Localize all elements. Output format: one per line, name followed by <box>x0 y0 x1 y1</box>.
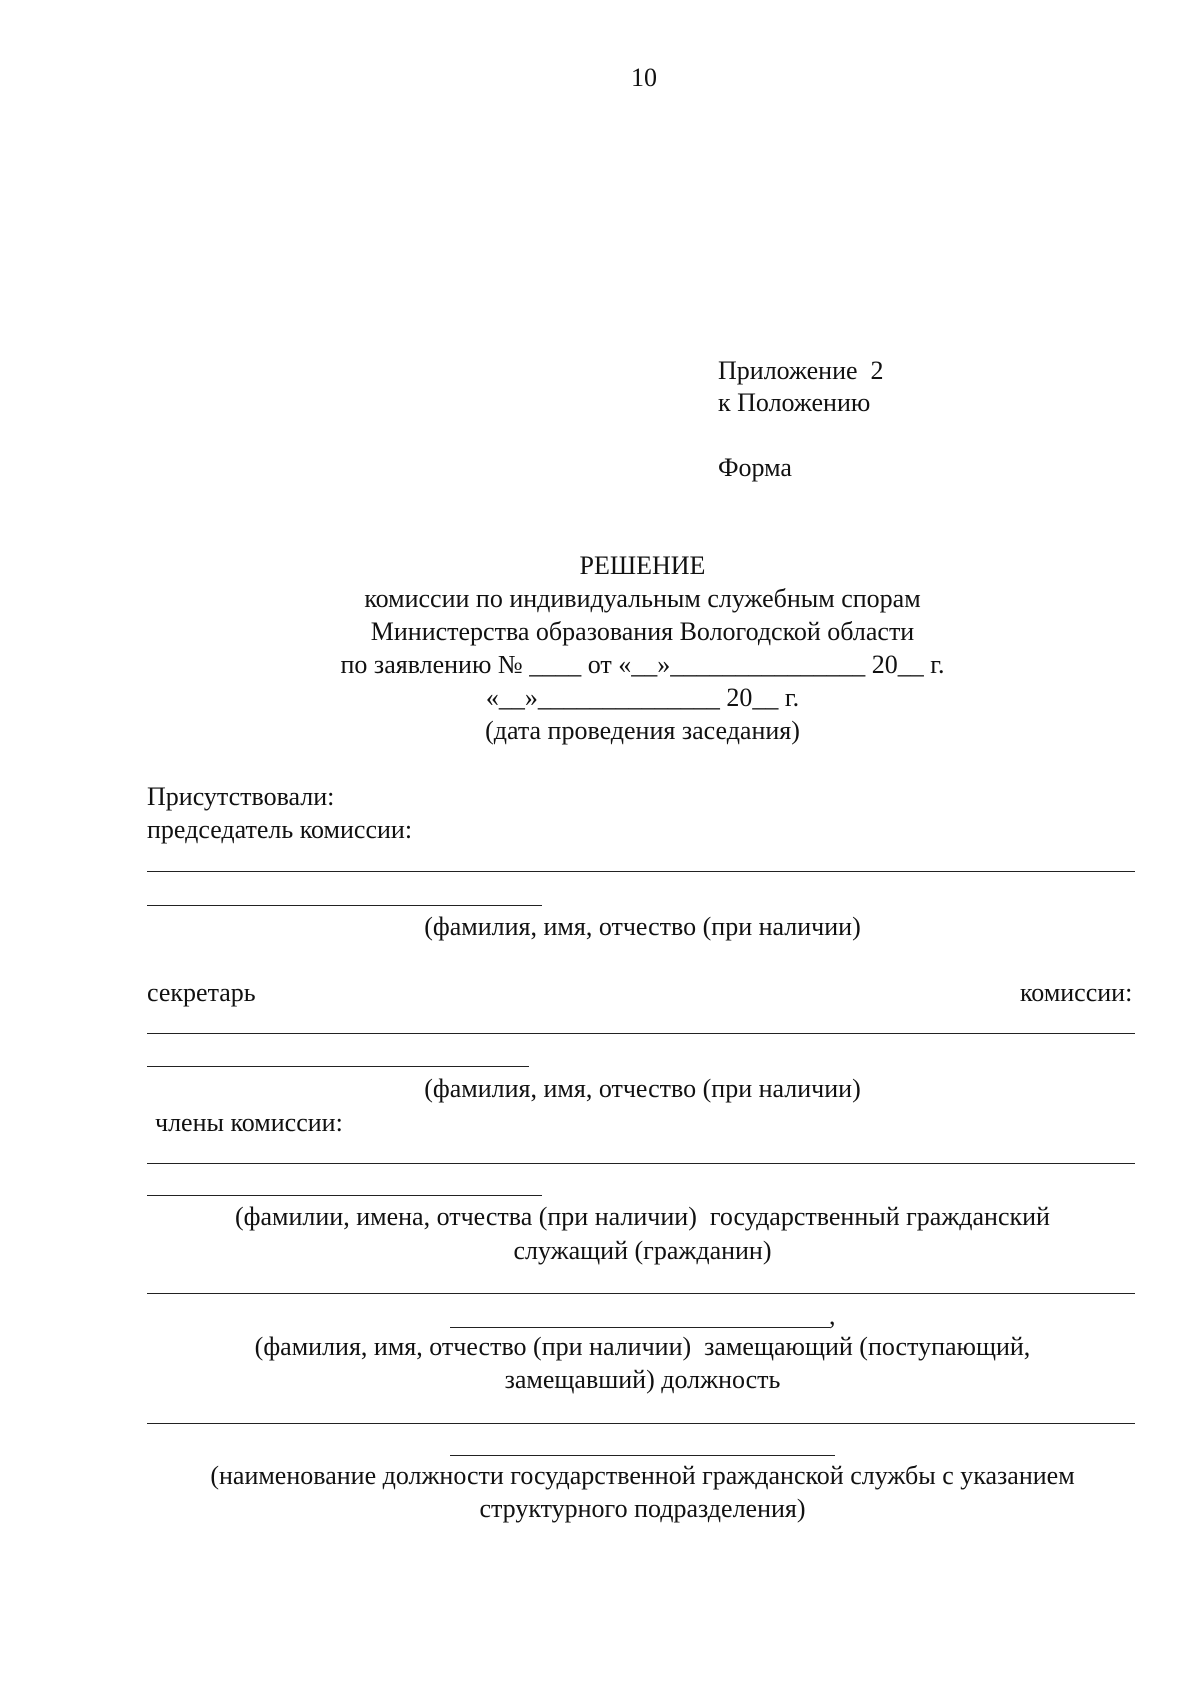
position-caption-line-1: (наименование должности государственной гражданской службы с указанием <box>210 1461 1075 1490</box>
meeting-date: «__»______________ 20__ г. <box>485 683 800 712</box>
members-caption-line-1: (фамилии, имена, отчества (при наличии) государственный гражданский <box>235 1202 1050 1231</box>
members-name-line-1 <box>147 1163 1135 1164</box>
secretary-label: секретарь <box>147 978 256 1007</box>
servant-name-comma: , <box>829 1301 836 1330</box>
members-name-line-2 <box>147 1195 542 1196</box>
secretary-name-line-1 <box>147 1033 1135 1034</box>
chair-name-line-2 <box>147 905 542 906</box>
chair-caption: (фамилия, имя, отчество (при наличии) <box>424 912 861 941</box>
position-line-1 <box>147 1423 1135 1424</box>
meeting-date-caption: (дата проведения заседания) <box>485 716 800 745</box>
document-heading: РЕШЕНИЕ <box>579 551 706 580</box>
secretary-caption: (фамилия, имя, отчество (при наличии) <box>424 1074 861 1103</box>
chair-name-line-1 <box>147 871 1135 872</box>
title-line-3: по заявлению № ____ от «__»_______________ 20__ г. <box>340 650 945 679</box>
chair-label: председатель комиссии: <box>147 815 413 844</box>
servant-name-line-2 <box>450 1327 830 1328</box>
members-caption-line-2: служащий (гражданин) <box>513 1236 772 1265</box>
form-label: Форма <box>718 453 792 482</box>
secretary-name-line-2 <box>147 1066 529 1067</box>
members-label: члены комиссии: <box>155 1108 343 1137</box>
servant-name-line-1 <box>147 1293 1135 1294</box>
servant-caption-line-2: замещавший) должность <box>504 1365 781 1394</box>
appendix-reference: к Положению <box>718 388 871 417</box>
present-label: Присутствовали: <box>147 782 335 811</box>
servant-caption-line-1: (фамилия, имя, отчество (при наличии) замещающий (поступающий, <box>254 1332 1031 1361</box>
title-line-2: Министерства образования Вологодской области <box>370 617 915 646</box>
position-line-2 <box>450 1455 835 1456</box>
secretary-label-end: комиссии: <box>1020 978 1133 1007</box>
title-line-1: комиссии по индивидуальным служебным спорам <box>364 584 921 613</box>
page-number: 10 <box>631 63 657 92</box>
appendix-label: Приложение 2 <box>718 356 884 385</box>
position-caption-line-2: структурного подразделения) <box>479 1494 806 1523</box>
